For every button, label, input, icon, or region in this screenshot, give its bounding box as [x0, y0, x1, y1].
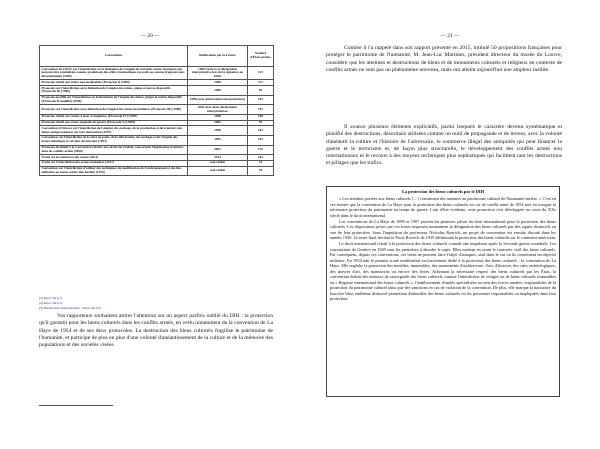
ratification-cell: non ratifié: [188, 166, 248, 176]
convention-name-cell: Convention de l'ONU sur l'interdiction ou la limitation de l'emploi de certaines armes classiques qui peuvent être considérées comme produisant des effets traumatiques excessifs ou comme frappant sans discrimination (1980): [40, 67, 188, 80]
table-header-row: [40, 46, 274, 67]
box-title: La protection des biens culturels par le DIH: [401, 189, 485, 194]
ratification-cell: 2002 Avec deux déclarations interprétatives: [188, 105, 248, 115]
header-conventions: Conventions: [40, 46, 188, 67]
note-link[interactable]: https://bit.ly/2: [43, 296, 63, 300]
states-parties-cell: 117: [248, 80, 274, 86]
footnote-divider: [39, 405, 113, 406]
header-states: Nombre d'États parties: [248, 46, 274, 67]
convention-name-cell: Protocole relatif aux armes à laser aveuglantes (Protocole IV) (1995): [40, 114, 188, 120]
ratification-cell: non ratifié: [188, 160, 248, 166]
table-row: [40, 126, 274, 136]
body-paragraph-2: Il avance plusieurs éléments explicatifs, parmi lesquels le caractère devenu systématique et planifié des destructions, désormais utilisées comme un outil de propagande et de terreur, avec la volonté d'anéantir la culture et l'histoire de l'adversaire, le commerce illégal des antiquités qui peut financer la guerre et le terrorisme et, de façon plus structurelle, le développement des conflits armés non internationaux et le recours à des moyens techniques plus sophistiqués qui facilitent tant les destructions et pillages que les trafics.: [326, 124, 562, 167]
body-paragraph-1: Comme il l'a rappelé dans son rapport présenté en 2015, intitulé 50 propositions françaises pour protéger le patrimoine de l'humanité, M. Jean-Luc Martinez, président directeur du musée du Louvre, considère que les atteintes et destructions de biens et de monuments culturels et religieux en contexte de conflits armés ne sont pas un phénomène nouveau, mais ont atteint aujourd'hui une ampleur inédite.: [326, 45, 562, 73]
ratification-cell: 1995: [188, 135, 248, 145]
table-row: [40, 145, 274, 155]
cultural-property-box: [326, 186, 560, 397]
convention-name-cell: Protocole relatif aux éclats non localisables (Protocole I) (1980): [40, 80, 188, 86]
ratification-cell: 1988: [188, 86, 248, 96]
body-paragraph-left: Vos rapporteurs souhaitent attirer l'attention sur un aspect parfois oublié du DIH : la protection qu'il garantit pour les biens culturels dans les conflits armés, en vertu notamment de la convention de La Haye de 1954 et de ses deux protocoles. La destruction des biens culturels fragilise le patrimoine de l'humanité, et participe de plus en plus d'une volonté d'anéantissement de la culture et de la mémoire des populations et des sociétés visées.: [39, 313, 273, 349]
table-row: [40, 95, 274, 105]
states-parties-cell: 93: [248, 120, 274, 126]
convention-name-cell: Traité sur l'interdiction des armes nucléaires (2017): [40, 160, 188, 166]
note-link[interactable]: https://bit.ly/2: [43, 300, 63, 305]
table-notes: [39, 296, 101, 311]
ratification-cell: 1998 (avec déclarations interprétatives): [188, 95, 248, 105]
box-paragraph-3: Le droit international relatif à la protection des biens culturels connaît une impulsion après la Seconde guerre mondiale. Les conventions de Genève en 1949 sont les premières à aborder le sujet. Elles mettent en avant le caractère civil des biens culturels. Par conséquent, depuis ces conventions, ces biens ne peuvent faire l'objet d'attaques, sauf dans le cas où ils constituent un objectif militaire. En 1954 naît le premier traité multilatéral exclusivement dédié à la protection des biens culturels : la convention de La Haye. Elle englobe la protection des meubles, immeubles, des monuments d'architecture, d'art, d'histoire, des sites archéologiques, des œuvres d'art, des manuscrits ou encore des livres. Affirmant la nécessaire respect des biens culturels par les États, la convention établit des mesures de sauvegarde des biens culturels comme l'interdiction de refuges ou de biens culturels immeubles au « Registre international des biens culturels », l'établissement d'unités spécialisées au sein des forces armées, responsables de la protection du patrimoine culturel ainsi que des sanctions en cas de violation de la convention. De plus, elle marque la naissance du bouclier bleu, emblème distinctif permettant d'identifier des biens culturels ou les personnes responsables ou impliquées dans leur protection.: [330, 241, 556, 301]
ratification-cell: 2014: [188, 155, 248, 161]
page-number-left: — 20 —: [140, 33, 160, 39]
states-parties-cell: 170: [248, 145, 274, 155]
states-parties-cell: 95: [248, 86, 274, 96]
table-row: [40, 166, 274, 176]
ratification-cell: 2006: [188, 120, 248, 126]
table-row: [40, 86, 274, 96]
note-number: (1): [39, 296, 43, 300]
ratification-cell: 1998: [188, 126, 248, 136]
note-link[interactable]: Déclarations interprétatives : https://bit.ly/2: [43, 305, 102, 310]
states-parties-cell: 193: [248, 135, 274, 145]
states-parties-cell: 115: [248, 105, 274, 115]
convention-name-cell: Protocole sur l'interdiction ou la limitation de l'emploi des mines, pièges et autres dispositifs (Protocole II) (1980): [40, 86, 188, 96]
convention-name-cell: Convention sur l'interdiction d'utiliser des techniques de modification de l'environnement à des fins militaires ou toutes autres fins hostiles (1976): [40, 166, 188, 176]
states-parties-cell: 104: [248, 155, 274, 161]
table-row: [40, 135, 274, 145]
table-row: [40, 67, 274, 80]
ratification-cell: 2003: [188, 145, 248, 155]
convention-name-cell: Traité sur le commerce des armes (2013): [40, 155, 188, 161]
states-parties-cell: 78: [248, 166, 274, 176]
box-paragraph-2: Les conventions de La Haye de 1899 et 1907 portent les premiers jalons du droit international pour la protection des biens culturels. Les dispositions prises par ces textes imposent notamment la désignation des biens culturels par des signes distinctifs en vue de leur protection. Sous l'impulsion du professeur Nicholas Roerich, un projet de convention est ensuite discuté dans les années 1930. Le texte final devient le Pacte Roerich de 1935 définissant la protection des biens culturels sur le continent américain.: [330, 218, 556, 240]
page-number-right: — 21 —: [440, 33, 460, 39]
box-paragraph-1: « Les atteintes portées aux biens culturels […] constituent des atteintes au patrimoine culturel de l'humanité entière. » C'est en ces termes que la convention de La Haye pour la protection des biens culturels en cas de conflit armé de 1954 met en exergue la nécessaire protection du patrimoine en temps de guerre. Loin d'être évidente, cette protection s'est développée au cours du XXe siècle dans le droit international.: [330, 196, 556, 218]
ratification-cell: 1988 (réserve et déclaration interprétative lors de la signature en 1981): [188, 67, 248, 80]
convention-name-cell: Protocole sur l'interdiction ou la limitation de l'emploi des armes incendiaires (Protocole III) (1980): [40, 105, 188, 115]
conventions-table: [39, 45, 274, 176]
convention-name-cell: Protocole relatif aux restes explosifs de guerre (Protocole V) (2003): [40, 120, 188, 126]
states-parties-cell: 125: [248, 67, 274, 80]
states-parties-cell: 164: [248, 126, 274, 136]
convention-name-cell: Protocole modifié sur l'interdiction ou la limitation de l'emploi des mines, pièges et autres dispositifs (Protocole II modifié) (1996): [40, 95, 188, 105]
convention-name-cell: Convention sur l'interdiction de la mise au point, de la fabrication, du stockage et de l'emploi des armes chimiques et sur leur destruction (1993): [40, 135, 188, 145]
header-ratification: Ratification par la France: [188, 46, 248, 67]
states-parties-cell: 105: [248, 95, 274, 105]
convention-name-cell: Protocole facultatif à la Convention relative aux droits de l'enfant, concernant l'implication d'enfants dans les conflits armés (2000): [40, 145, 188, 155]
note-3: [39, 306, 101, 311]
states-parties-cell: 108: [248, 114, 274, 120]
states-parties-cell: 23: [248, 160, 274, 166]
note-number: (3): [39, 305, 43, 310]
ratification-cell: 1988: [188, 80, 248, 86]
convention-name-cell: Convention d'Ottawa sur l'interdiction de l'emploi, du stockage, de la production et du transfert des mines antipersonnel et sur leur destruction (1997): [40, 126, 188, 136]
note-number: (2): [39, 300, 43, 305]
table-row: [40, 105, 274, 115]
ratification-cell: 1998: [188, 114, 248, 120]
